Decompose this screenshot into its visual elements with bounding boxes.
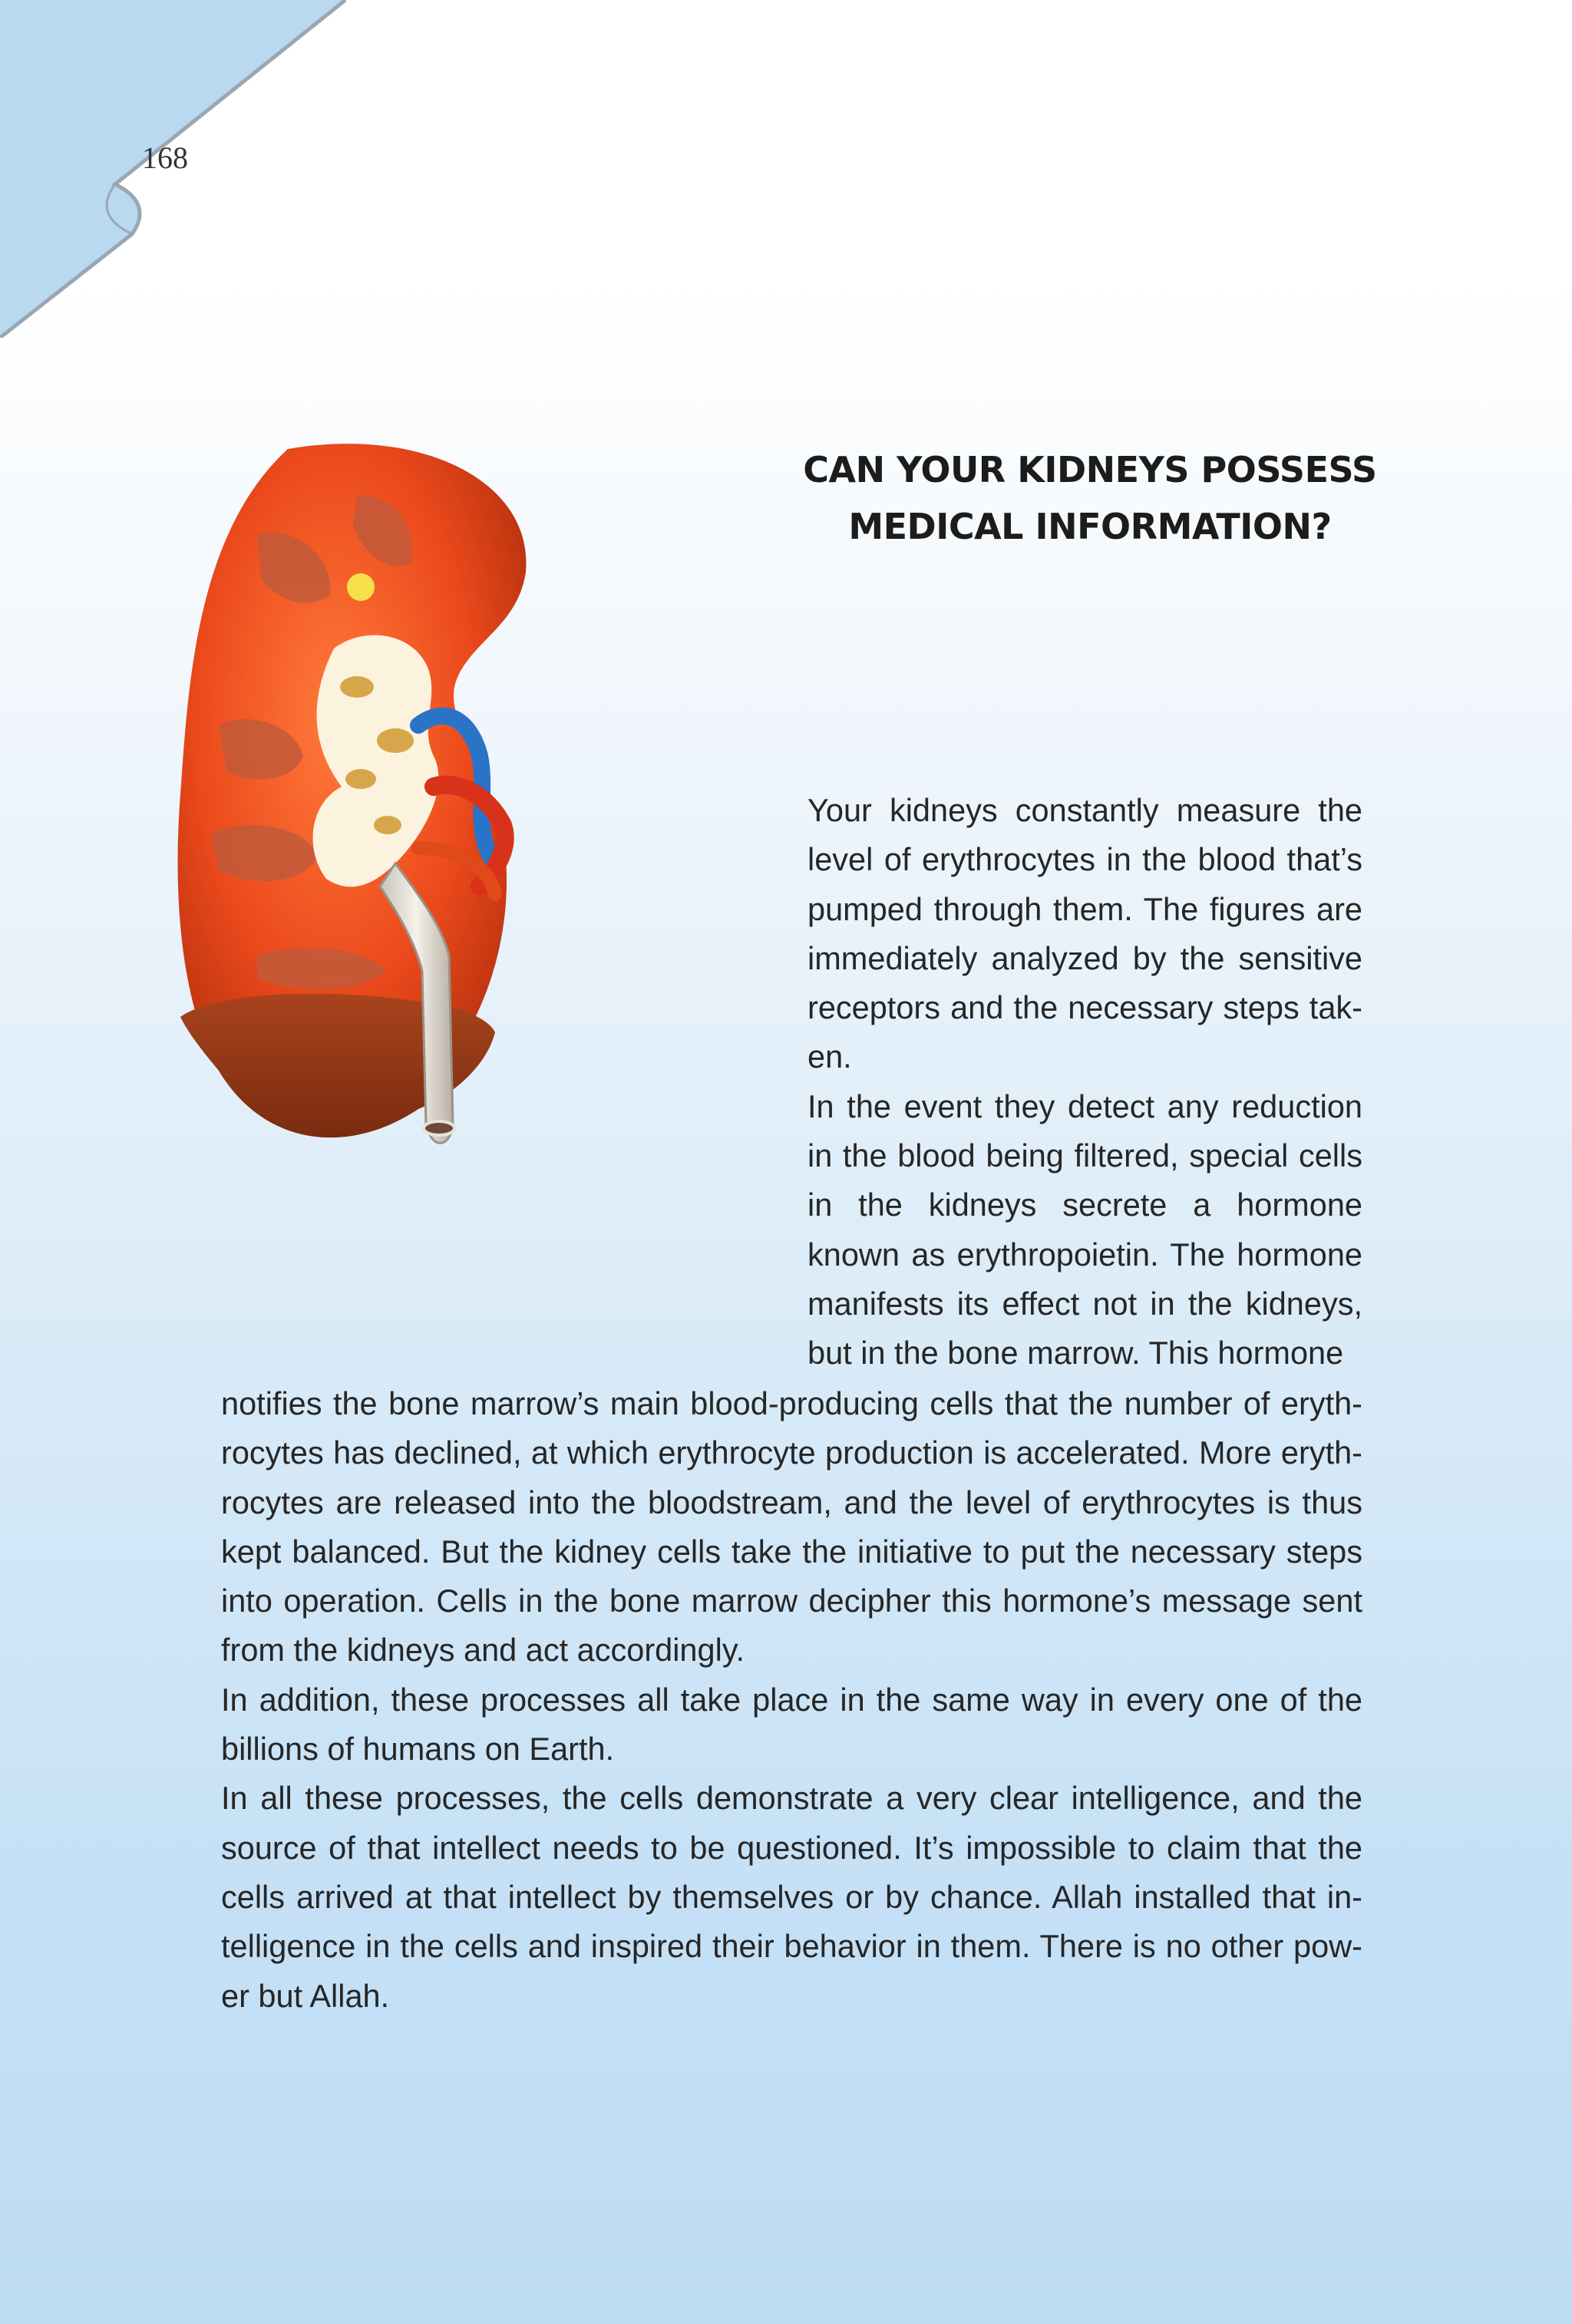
body-text-full-width	[221, 1379, 1362, 2021]
kidney-cross-section-illustration	[165, 434, 718, 1247]
paragraph-2: In the event they detect any reduction in the blood being filtered, special cells in the kidneys secrete a hormone known as erythropoietin. The hormone manifests its effect not in the kidneys, but in the bone marrow. This hormone	[807, 1088, 1362, 1372]
page-number: 168	[142, 140, 188, 175]
title-line-1: CAN YOUR KIDNEYS POSSESS	[803, 449, 1377, 490]
body-text-column	[807, 786, 1362, 1378]
paragraph-3: notifies the bone marrow’s main blood-producing cells that the number of eryth-rocytes has declined, at which erythrocyte production is accelerated. More eryth-rocytes are released into the bloodstream, and the level of erythrocytes is thus kept balanced. But the kidney cells take the initiative to put the necessary steps into operation. Cells in the bone marrow decipher this hormone’s message sent from the kidneys and act accordingly.	[221, 1385, 1362, 1669]
paragraph-4: In addition, these processes all take place in the same way in every one of the billions of humans on Earth.	[221, 1681, 1362, 1768]
paragraph-5: In all these processes, the cells demonstrate a very clear intelligence, and the source of that intellect needs to be questioned. It’s impossible to claim that the cells arrived at that intellect by themselves or by chance. Allah installed that in-telligence in the cells and inspired their behavior in them. There is no other pow-er but Allah.	[221, 1780, 1362, 2014]
page-title	[791, 441, 1389, 555]
title-line-2: MEDICAL INFORMATION?	[848, 506, 1332, 547]
paragraph-1: Your kidneys constantly measure the level of erythrocytes in the blood that’s pumped through them. The figures are immediately analyzed by the sensitive receptors and the necessary steps tak-en.	[807, 792, 1362, 1075]
